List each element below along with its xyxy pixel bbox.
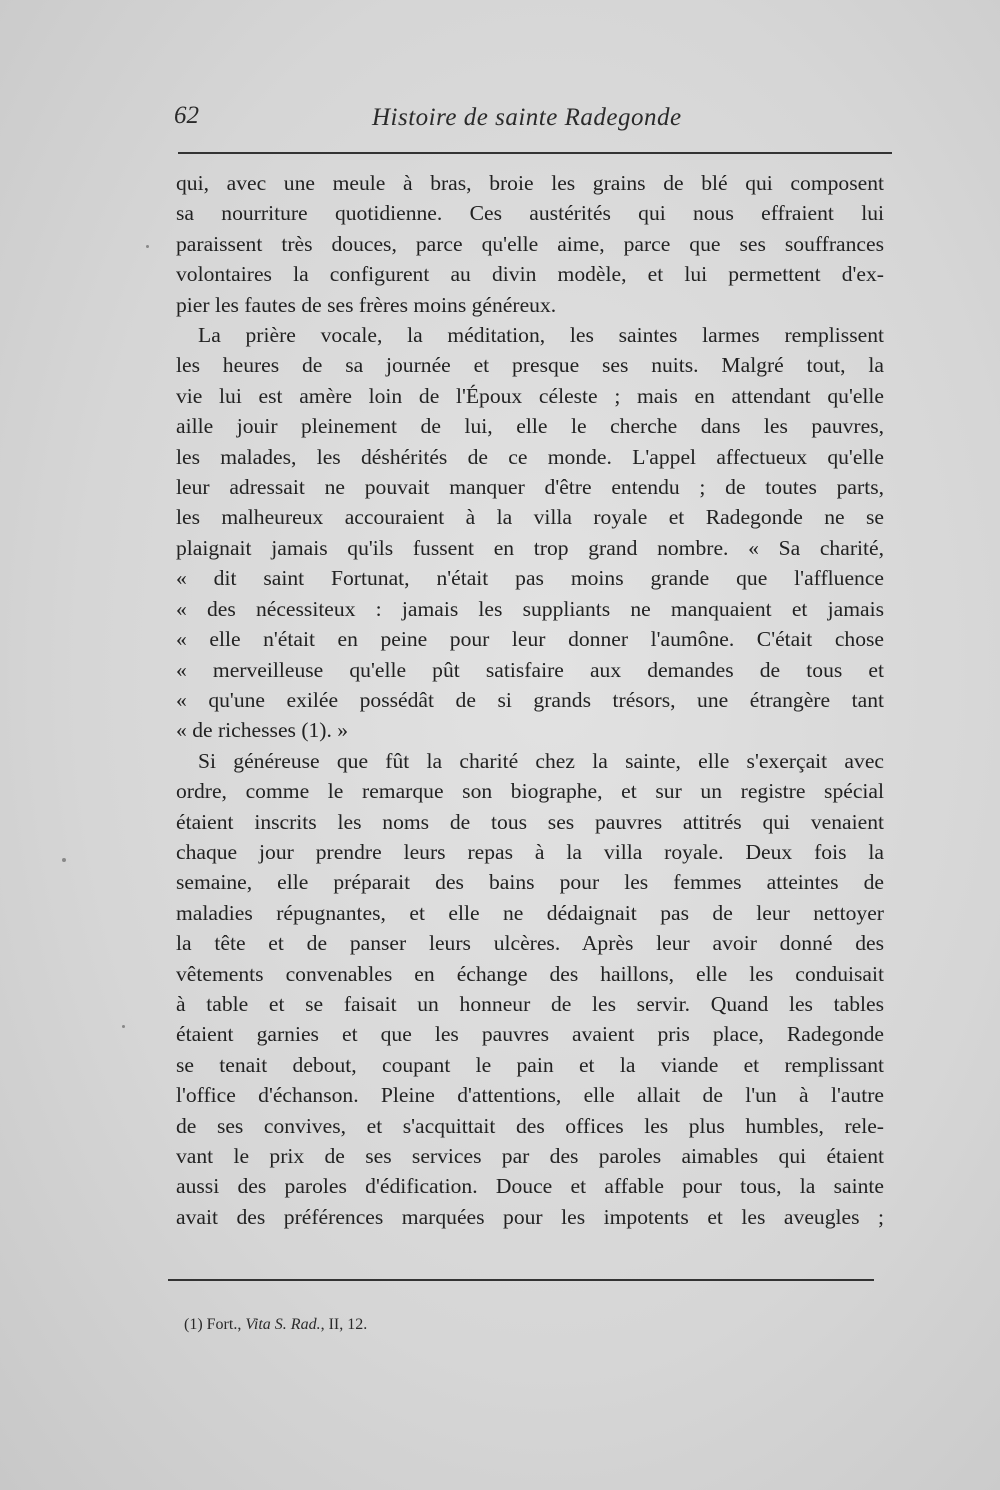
text-line: l'office d'échanson. Pleine d'attentions, elle allait de l'un à l'autre [176,1083,884,1108]
text-line: « qu'une exilée possédât de si grands trésors, une étrangère tant [176,687,884,712]
text-line: à table et se faisait un honneur de les servir. Quand les tables [176,991,884,1016]
text-line: maladies répugnantes, et elle ne dédaignait pas de leur nettoyer [176,900,884,925]
text-line: chaque jour prendre leurs repas à la villa royale. Deux fois la [176,839,884,864]
text-line: leur adressait ne pouvait manquer d'être entendu ; de toutes parts, [176,475,884,500]
text-line: les heures de sa journée et presque ses nuits. Malgré tout, la [176,353,884,378]
text-line: paraissent très douces, parce qu'elle aime, parce que ses souffrances [176,231,884,256]
footnote [184,1316,367,1334]
text-line: plaignait jamais qu'ils fussent en trop grand nombre. « Sa charité, [176,535,884,560]
running-title: Histoire de sainte Radegonde [372,104,682,131]
text-line: « merveilleuse qu'elle pût satisfaire aux demandes de tous et [176,657,884,682]
text-line: semaine, elle préparait des bains pour les femmes atteintes de [176,870,884,895]
text-line: La prière vocale, la méditation, les saintes larmes remplissent [198,323,884,348]
paper-speck [146,245,149,248]
body-text [176,168,884,1232]
text-line: vie lui est amère loin de l'Époux céleste ; mais en attendant qu'elle [176,383,884,408]
paragraph [176,746,884,1233]
text-line: vant le prix de ses services par des paroles aimables qui étaient [176,1144,884,1168]
text-line: étaient inscrits les noms de tous ses pauvres attitrés qui venaient [176,809,884,834]
text-line: ordre, comme le remarque son biographe, et sur un registre spécial [176,779,884,804]
footnote-rule [168,1279,874,1281]
text-line: vêtements convenables en échange des haillons, elle les conduisait [176,961,884,986]
paragraph [176,320,884,746]
paragraph [176,168,884,320]
text-line: « dit saint Fortunat, n'était pas moins grande que l'affluence [176,566,884,591]
text-line: qui, avec une meule à bras, broie les grains de blé qui composent [176,171,884,195]
text-line: se tenait debout, coupant le pain et la viande et remplissant [176,1052,884,1077]
text-line: volontaires la configurent au divin modèle, et lui permettent d'ex- [176,262,884,287]
text-line: les malades, les déshérités de ce monde. L'appel affectueux qu'elle [176,444,884,469]
page-number: 62 [174,102,199,129]
text-line: « de richesses (1). » [176,718,349,743]
footnote-reference: , II, 12. [320,1316,368,1333]
footnote-title: Vita S. Rad. [245,1316,321,1333]
text-line: « elle n'était en peine pour leur donner l'aumône. C'était chose [176,627,884,652]
footnote-marker: (1) Fort., [184,1316,242,1333]
text-line: avait des préférences marquées pour les impotents et les aveugles ; [176,1204,884,1229]
running-head [172,96,892,136]
text-line: sa nourriture quotidienne. Ces austérités qui nous effraient lui [176,201,884,226]
text-line: Si généreuse que fût la charité chez la sainte, elle s'exerçait avec [198,748,884,773]
header-rule [178,152,892,154]
text-line: « des nécessiteux : jamais les suppliants ne manquaient et jamais [176,596,884,621]
text-line: aille jouir pleinement de lui, elle le cherche dans les pauvres, [176,414,884,439]
paper-speck [62,858,66,862]
text-line: la tête et de panser leurs ulcères. Après leur avoir donné des [176,931,884,956]
text-line: pier les fautes de ses frères moins généreux. [176,292,557,317]
text-line: de ses convives, et s'acquittait des offices les plus humbles, rele- [176,1113,884,1138]
text-line: les malheureux accouraient à la villa royale et Radegonde ne se [176,505,884,530]
text-line: aussi des paroles d'édification. Douce et affable pour tous, la sainte [176,1174,884,1199]
paper-speck [122,1025,125,1028]
text-line: étaient garnies et que les pauvres avaient pris place, Radegonde [176,1022,884,1047]
